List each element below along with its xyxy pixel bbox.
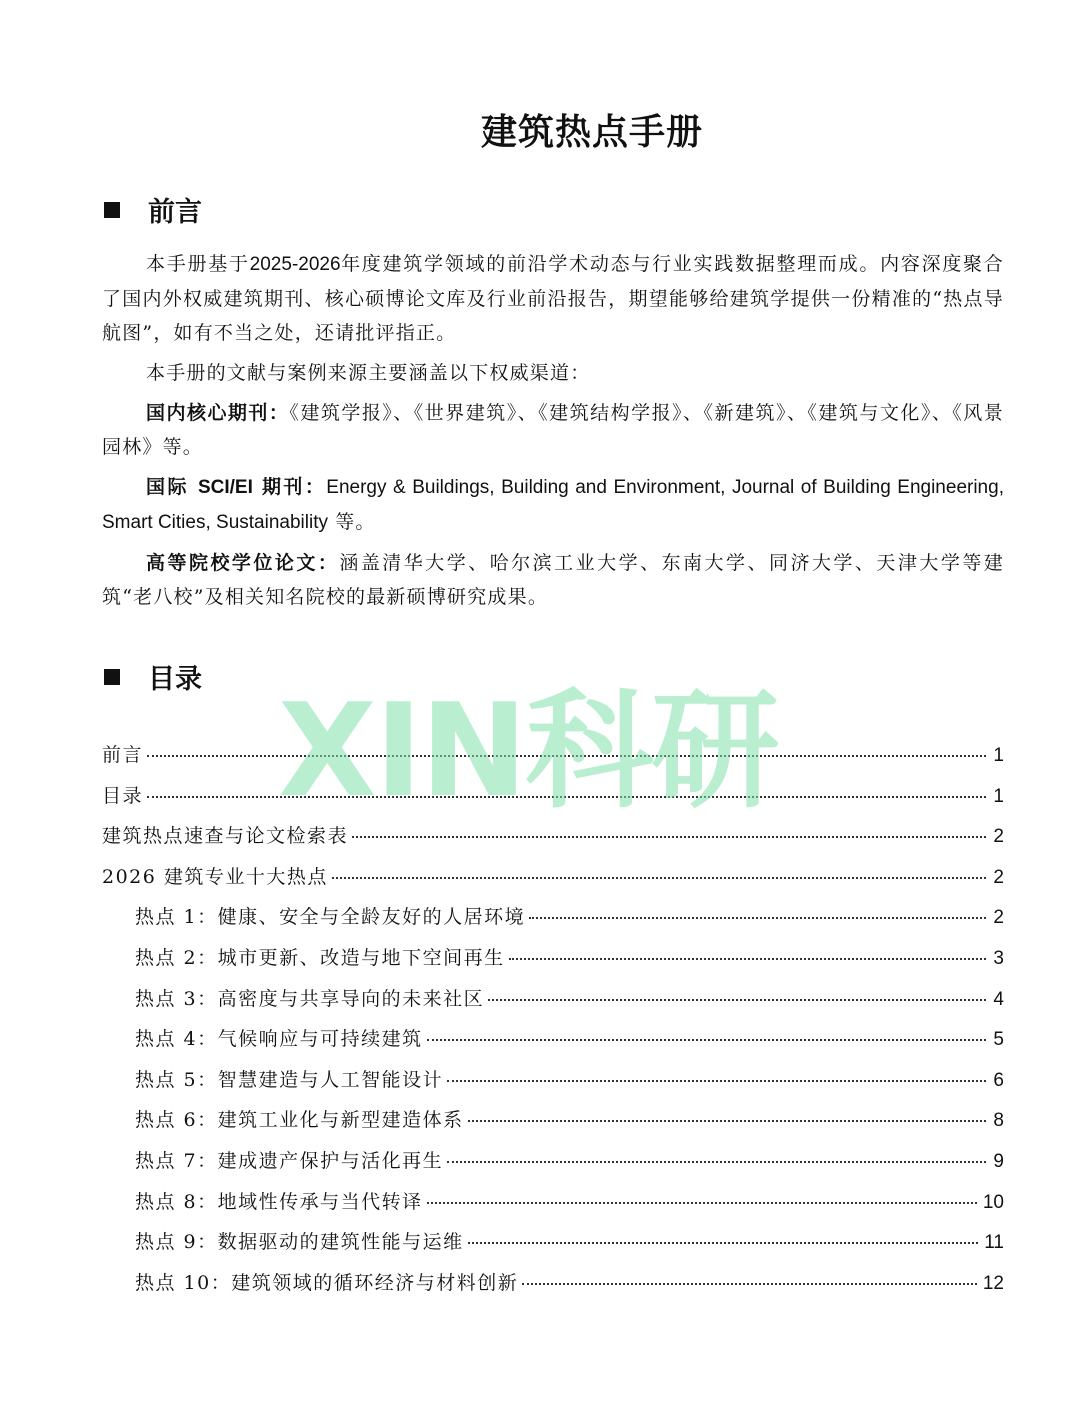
dot-leader [332,877,986,879]
toc-heading [104,657,202,696]
intl-journals-paragraph: 国际 SCI/EI 期刊：Energy & Buildings, Building and Environment, Journal of Building Engineering, Smart Cities, Sustainability 等。 [102,476,1004,533]
toc-entry[interactable]: 前言 1 [102,744,1004,766]
thesis-text: 涵盖清华大学、哈尔滨工业大学、东南大学、同济大学、天津大学等建筑“老八校”及相关知名院校的最新硕博研究成果。 [102,552,1004,608]
toc-heading-text: 目录 [148,664,202,695]
domestic-journals-text: 《建筑学报》、《世界建筑》、《建筑结构学报》、《新建筑》、《建筑与文化》、《风景园林》等。 [102,402,1004,458]
dot-leader [522,1283,977,1285]
toc-subentry[interactable]: 热点 3：高密度与共享导向的未来社区 4 [135,987,1004,1010]
dot-leader [468,1120,986,1122]
intl-journals-text: Energy & Buildings, Building and Environment, Journal of Building Engineering, Smart Cities, Sustainability [102,477,1004,533]
preface-heading [104,190,202,229]
thesis-paragraph [102,546,1004,614]
dot-leader [509,958,986,960]
page-title: 建筑热点手册 [480,111,703,153]
square-bullet-icon [104,202,120,218]
toc-subentry[interactable]: 热点 7：建成遗产保护与活化再生 9 [135,1149,1004,1172]
dot-leader [427,1202,977,1204]
dot-leader [427,1039,986,1041]
dot-leader [529,917,986,919]
toc-entry[interactable]: 目录 1 [102,784,1004,807]
toc-subentry[interactable]: 热点 1：健康、安全与全龄友好的人居环境 2 [135,906,1004,929]
dot-leader [147,796,986,798]
toc-subentry[interactable]: 热点 10：建筑领域的循环经济与材料创新 12 [135,1271,1004,1294]
toc-subentry[interactable]: 热点 2：城市更新、改造与地下空间再生 3 [135,946,1004,969]
table-of-contents [102,740,1004,1308]
intl-journals-label: 国际 SCI/EI 期刊： [146,476,327,498]
toc-entry[interactable]: 建筑热点速查与论文检索表 2 [102,825,1004,848]
watermark: XIN科研 [278,677,778,826]
toc-subentry[interactable]: 热点 8：地域性传承与当代转译 10 [135,1190,1004,1213]
preface-paragraph-2: 本手册的文献与案例来源主要涵盖以下权威渠道： [146,362,591,384]
dot-leader [352,836,986,838]
dot-leader [447,1080,986,1082]
square-bullet-icon [104,669,120,685]
preface-paragraph-1: 本手册基于2025-2026年度建筑学领域的前沿学术动态与行业实践数据整理而成。内容深度聚合了国内外权威建筑期刊、核心硕博论文库及行业前沿报告，期望能够给建筑学提供一份精准的“热点导航图”，如有不当之处，还请批评指正。 [102,253,1004,344]
thesis-label: 高等院校学位论文： [146,552,340,574]
toc-subentry[interactable]: 热点 4：气候响应与可持续建筑 5 [135,1028,1004,1051]
domestic-journals-label: 国内核心期刊： [146,402,290,424]
toc-entry[interactable]: 2026 建筑专业十大热点 2 [102,865,1004,888]
toc-subentry[interactable]: 热点 6：建筑工业化与新型建造体系 8 [135,1109,1004,1132]
toc-subentry[interactable]: 热点 9：数据驱动的建筑性能与运维 11 [135,1231,1004,1254]
dot-leader [488,999,986,1001]
domestic-journals-paragraph [102,396,1004,464]
dot-leader [447,1161,986,1163]
dot-leader [468,1242,979,1244]
toc-subentry[interactable]: 热点 5：智慧建造与人工智能设计 6 [135,1068,1004,1091]
preface-heading-text: 前言 [148,197,202,228]
dot-leader [147,755,986,757]
preface-body [102,247,1004,620]
